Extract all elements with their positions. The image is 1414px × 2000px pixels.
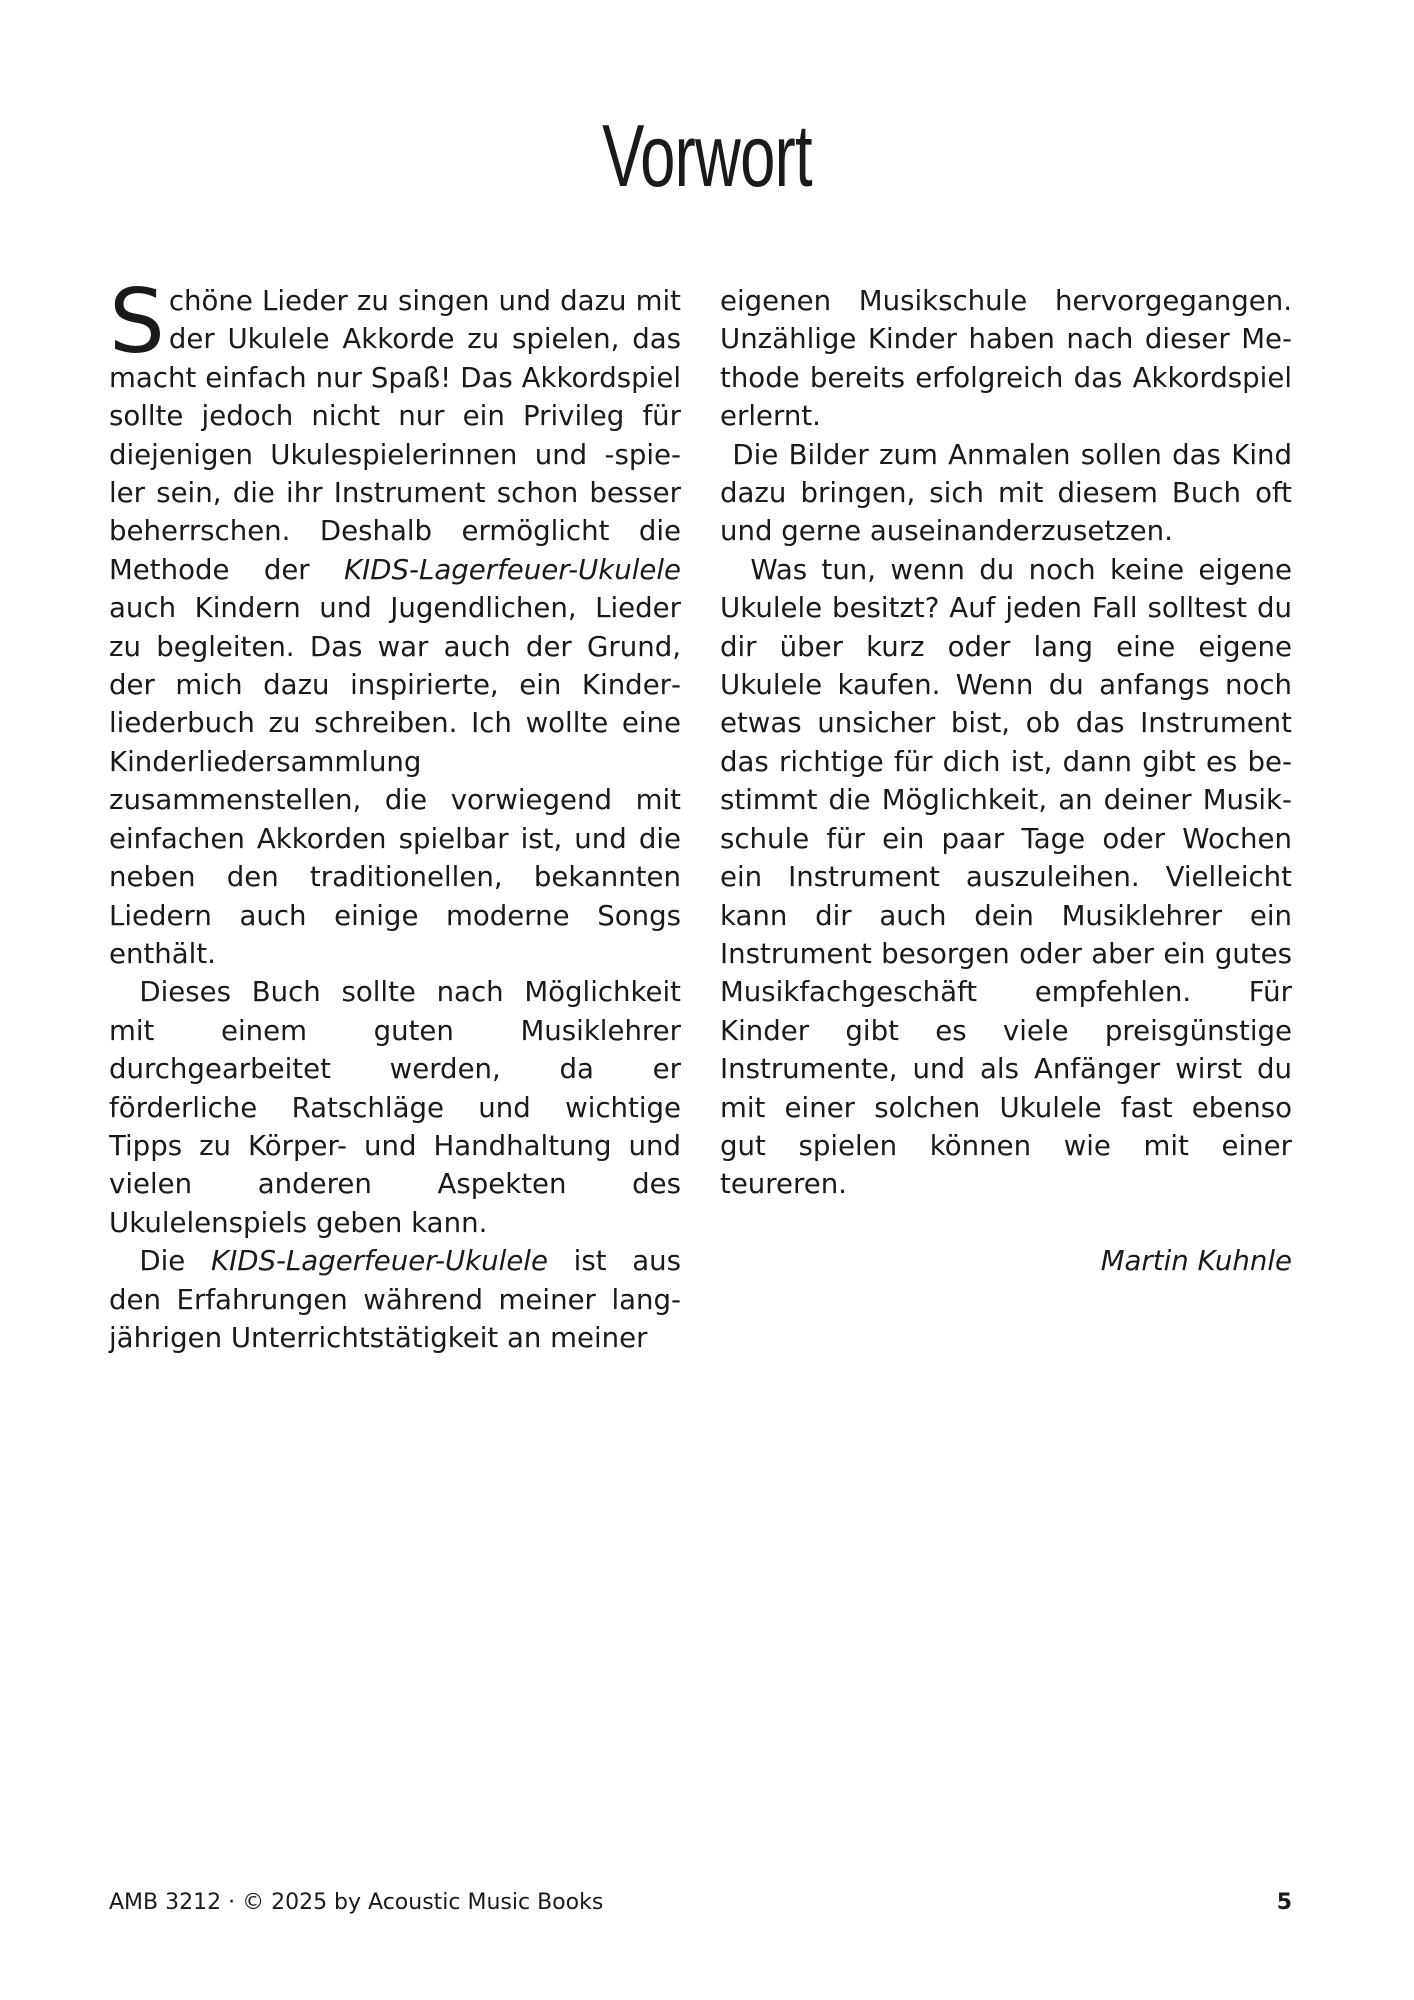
- footer-copyright: AMB 3212 · © 2025 by Acoustic Music Books: [109, 1890, 604, 1915]
- page-number: 5: [1276, 1890, 1292, 1915]
- page-title: Vorwort: [602, 106, 812, 205]
- coloring-paragraph: Die Bilder zum Anmalen sollen das Kind dazu bringen, sich mit diesem Buch oft und gerne auseinanderzusetzen.: [720, 437, 1292, 548]
- origin-text-start: Die: [139, 1244, 211, 1278]
- instrument-paragraph: Was tun, wenn du noch keine eigene Ukulele besitzt? Auf jeden Fall solltest du dir über kurz oder lang eine eigene Ukulele kaufen. Wenn du anfangs noch etwas unsicher bist, ob das Instrument das richtige für dich ist, dann gibt es bestimmt die Möglichkeit, an deiner Musikschule für ein paar Tage oder Wochen ein Instrument auszuleihen. Vielleicht kann dir auch dein Musiklehrer ein Instrument besorgen oder aber ein gutes Musikfachgeschäft empfehlen. Für Kinder gibt es viele preisgünstige Instrumente, und als Anfänger wirst du mit einer solchen Ukulele fast ebenso gut spielen können wie mit einer teureren.: [720, 552, 1292, 1201]
- origin-continued-paragraph: eigenen Musikschule hervorgegangen. Unzählige Kinder haben nach dieser Methode bereits erfolgreich das Akkordspiel erlernt.: [720, 284, 1292, 433]
- intro-text-end: auch Kindern und Jugendlichen, Lieder zu begleiten. Das war auch der Grund, der mich dazu inspirierte, ein Kinderliederbuch zu schreiben. Ich wollte eine Kinderliedersammlung zusammenstellen, die vorwiegend mit einfachen Akkorden spielbar ist, und die neben den traditionellen, bekannten Liedern auch einige moderne Songs enthält.: [109, 591, 681, 970]
- method-name: KIDS-Lagerfeuer-Ukulele: [344, 552, 681, 586]
- right-text-column: [720, 282, 1292, 1280]
- intro-paragraph: [109, 270, 681, 973]
- drop-cap: S: [109, 270, 165, 373]
- origin-paragraph: [109, 1242, 681, 1357]
- teacher-paragraph: Dieses Buch sollte nach Möglichkeit mit einem guten Musiklehrer durchgearbeitet werden, da er förderliche Ratschläge und wichtige Tipps zu Körper- und Handhaltung und vielen anderen Aspekten des Ukulelenspiels geben kann.: [109, 975, 681, 1239]
- intro-text: chöne Lieder zu singen und dazu mit der Ukulele Akkorde zu spielen, das macht einfach nur Spaß! Das Akkordspiel sollte jedoch nicht nur ein Privileg für diejenigen Ukulespielerinnen und -spieler sein, die ihr Instrument schon besser beherrschen. Deshalb ermöglicht die Methode der: [109, 284, 681, 586]
- method-name-2: KIDS-Lagerfeuer-Ukulele: [210, 1244, 548, 1278]
- origin-text-end: ist aus den Erfahrungen während meiner langjährigen Unterrichtstätigkeit an meiner: [109, 1244, 681, 1354]
- author-signature: Martin Kuhnle: [1100, 1243, 1292, 1277]
- left-text-column: [109, 270, 681, 1357]
